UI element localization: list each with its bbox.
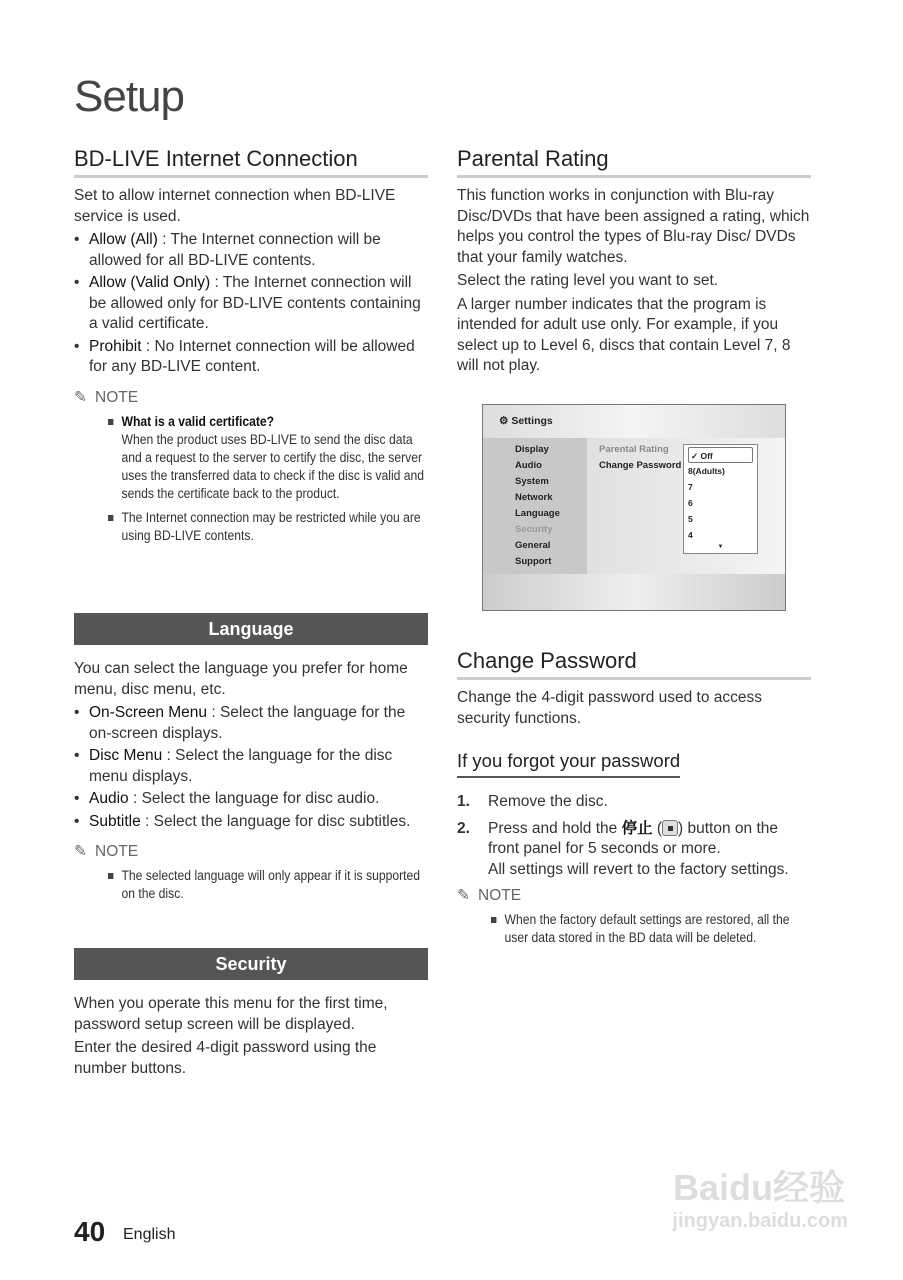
- menu-item: Audio: [515, 460, 542, 471]
- note-list: [457, 911, 811, 947]
- option: 5: [688, 514, 693, 524]
- menu-item: General: [515, 540, 551, 551]
- step-text: (: [652, 819, 663, 837]
- language-heading: Language: [74, 613, 428, 645]
- term: Allow (All): [89, 231, 158, 248]
- bdlive-heading: BD-LIVE Internet Connection: [74, 146, 428, 178]
- step-number: 1.: [457, 793, 470, 810]
- note-item: The selected language will only appear if it is supported on the disc.: [108, 867, 425, 903]
- menu-item: Network: [515, 492, 553, 503]
- step-text: Remove the disc.: [488, 793, 608, 810]
- option: 8(Adults): [688, 466, 725, 476]
- security-heading: Security: [74, 948, 428, 980]
- note-list: [74, 867, 428, 903]
- term: Subtitle: [89, 812, 141, 830]
- desc: : Select the language for the disc menu displays.: [89, 747, 393, 785]
- list-item: [74, 230, 428, 271]
- parental-text-1: This function works in conjunction with Blu-ray Disc/DVDs that have been assigned a rating, which helps you control the types of Blu-ray Disc/ DVDs that your family watches.: [457, 187, 810, 266]
- settings-menu: [483, 438, 587, 576]
- option: 7: [688, 482, 693, 492]
- list-item: [74, 746, 428, 787]
- pencil-icon: ✎: [74, 388, 87, 406]
- menu-item-active: Security: [515, 524, 553, 535]
- pencil-icon: ✎: [74, 843, 87, 860]
- list-item: [74, 337, 428, 378]
- desc: : Select the language for disc subtitles.: [140, 812, 411, 830]
- change-password-section: [457, 648, 811, 953]
- desc: : The Internet connection will be allowed only for BD-LIVE contents containing a valid certificate.: [89, 274, 421, 332]
- note-text: When the product uses BD-LIVE to send the disc data and a request to the server to certify the disc, the server uses the transferred data to check if the disc is valid and sends the certificate back to the product.: [121, 431, 425, 501]
- desc: : The Internet connection will be allowed for all BD-LIVE contents.: [89, 231, 381, 269]
- desc: : Select the language for disc audio.: [128, 790, 380, 807]
- note-title: What is a valid certificate?: [121, 413, 275, 429]
- arrow-down-icon: ▼: [717, 544, 724, 550]
- list-item: [74, 273, 428, 335]
- menu-item: Language: [515, 508, 560, 519]
- submenu-item: Change Password: [599, 460, 682, 471]
- watermark-logo: Baidu经验: [672, 1167, 845, 1208]
- page-language: English: [123, 1226, 176, 1243]
- desc: : No Internet connection will be allowed for any BD-LIVE content.: [89, 337, 415, 375]
- option: 4: [688, 530, 693, 540]
- step-number: 2.: [457, 819, 470, 837]
- term: Prohibit: [89, 337, 142, 355]
- step-text: ) button on the front panel for 5 seconds or more.: [488, 819, 779, 857]
- pencil-icon: ✎: [457, 887, 470, 904]
- list-item: [74, 812, 428, 833]
- note-label: NOTE: [95, 843, 139, 860]
- note-header: [74, 842, 428, 861]
- menu-item: Display: [515, 444, 549, 455]
- note-header: [457, 886, 811, 905]
- language-intro: You can select the language you prefer for home menu, disc menu, etc.: [74, 660, 408, 698]
- security-text-2: Enter the desired 4-digit password using the number buttons.: [74, 1039, 377, 1077]
- note-label: NOTE: [478, 887, 522, 904]
- submenu-item: Parental Rating: [599, 444, 669, 455]
- step-text: All settings will revert to the factory settings.: [488, 860, 789, 878]
- note-item: The Internet connection may be restricted while you are using BD-LIVE contents.: [108, 509, 425, 545]
- note-list: [74, 413, 428, 545]
- option: 6: [688, 498, 693, 508]
- change-password-heading: Change Password: [457, 648, 811, 680]
- step: [457, 819, 811, 881]
- page-number: 40: [74, 1216, 106, 1247]
- term: Disc Menu: [89, 747, 163, 764]
- note-header: [74, 388, 428, 407]
- note-item: [108, 413, 425, 503]
- parental-text-2: Select the rating level you want to set.: [457, 272, 719, 289]
- parental-text-3: A larger number indicates that the program is intended for adult use only. For example, if you select up to Level 6, discs that contain Level 7, 8 will not play.: [457, 295, 791, 374]
- step-text: Press and hold the: [488, 819, 622, 837]
- note-item: When the factory default settings are restored, all the user data stored in the BD data will be deleted.: [491, 911, 808, 947]
- menu-item: Support: [515, 556, 552, 567]
- menu-item: System: [515, 476, 549, 487]
- stop-button-icon: [662, 820, 678, 836]
- step: [457, 792, 811, 813]
- bdlive-options: [74, 230, 428, 378]
- settings-title: Settings: [511, 415, 553, 427]
- gear-icon: ⚙: [499, 415, 509, 427]
- note-label: NOTE: [95, 388, 139, 406]
- stop-label: 停止: [621, 819, 653, 837]
- list-item: [74, 703, 428, 744]
- term: On-Screen Menu: [89, 704, 208, 721]
- settings-screenshot: [482, 404, 786, 611]
- settings-header: [483, 405, 785, 438]
- left-column: [74, 146, 428, 551]
- language-options: [74, 703, 428, 832]
- forgot-password-heading: If you forgot your password: [457, 750, 680, 778]
- language-section: [74, 613, 428, 909]
- desc: : Select the language for the on-screen displays.: [89, 704, 406, 742]
- watermark-url: jingyan.baidu.com: [672, 1210, 848, 1232]
- option: ✓ Off: [688, 447, 753, 463]
- parental-heading: Parental Rating: [457, 146, 811, 178]
- term: Audio: [89, 790, 129, 807]
- security-section: [74, 948, 428, 1082]
- bdlive-intro: Set to allow internet connection when BD-LIVE service is used.: [74, 187, 396, 225]
- steps: [457, 792, 811, 880]
- parental-section: [457, 146, 811, 380]
- term: Allow (Valid Only): [89, 274, 211, 291]
- page-title: Setup: [74, 72, 184, 121]
- list-item: [74, 789, 428, 810]
- change-password-intro: Change the 4-digit password used to access security functions.: [457, 689, 763, 727]
- security-text-1: When you operate this menu for the first time, password setup screen will be displayed.: [74, 995, 388, 1033]
- rating-dropdown: [683, 444, 758, 554]
